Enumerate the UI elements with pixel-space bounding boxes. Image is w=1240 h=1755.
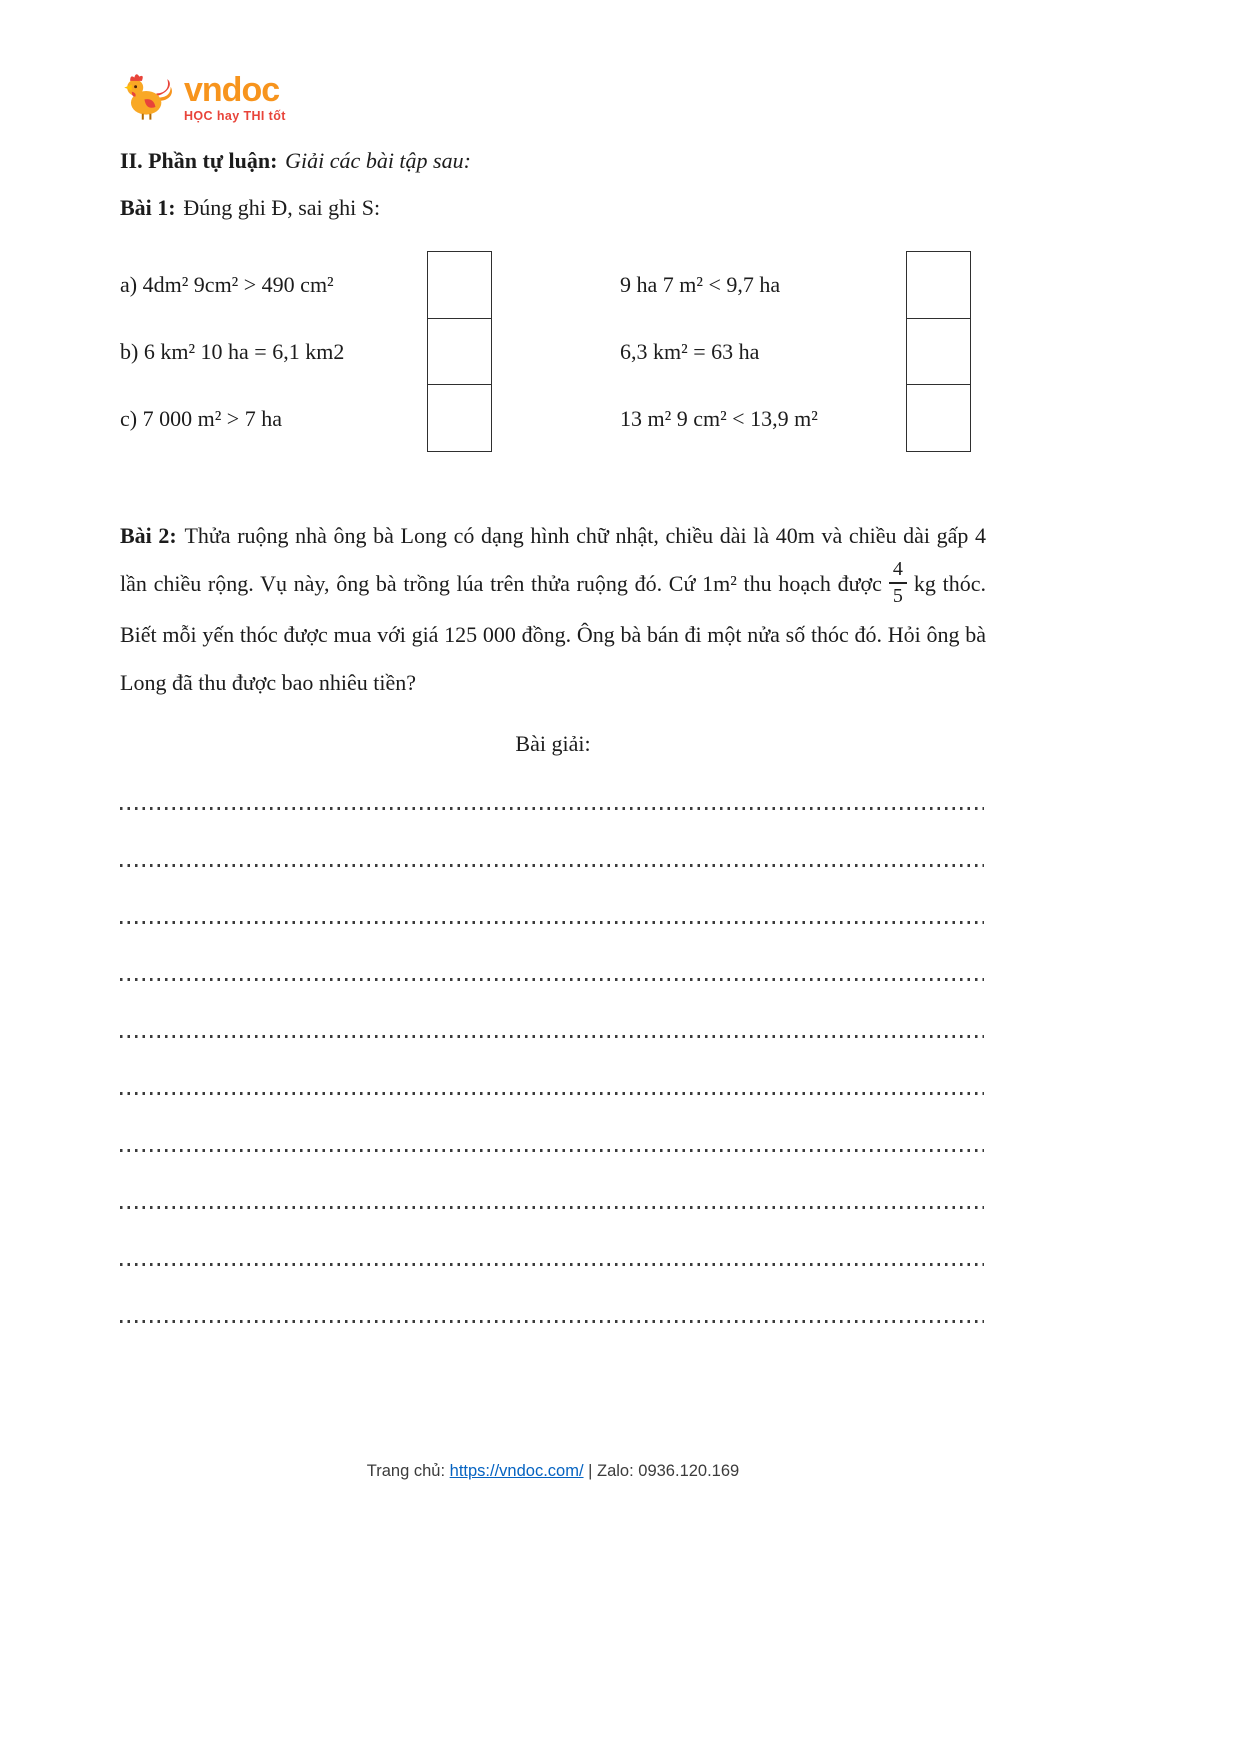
homepage-link[interactable]: https://vndoc.com/ — [449, 1462, 584, 1480]
bai1-item-right-1: 9 ha 7 m² < 9,7 ha — [620, 271, 781, 297]
footer-separator: | — [583, 1462, 598, 1480]
page-content — [120, 68, 986, 1337]
bai1-item-right-2: 6,3 km² = 63 ha — [620, 338, 760, 364]
bai1-item-b: b) 6 km² 10 ha = 6,1 km2 — [120, 338, 345, 364]
answer-box — [907, 319, 970, 386]
answer-line — [120, 995, 986, 1052]
fraction-denominator: 5 — [892, 584, 903, 607]
exercise1-heading — [120, 193, 986, 223]
answer-line — [120, 767, 986, 824]
answer-lines — [120, 767, 986, 1337]
exercise2-text — [120, 512, 986, 707]
answer-line — [120, 1280, 986, 1337]
answer-line — [120, 938, 986, 995]
bai2-text-after-fraction: kg thóc. Biết mỗi yến thóc được mua với giá 125 000 đồng. Ông bà bán đi một nửa số thóc đó. Hỏi ông bà Long đã thu được bao nhiêu tiền? — [120, 571, 986, 695]
section-heading — [120, 146, 986, 176]
section-subtitle: Giải các bài tập sau: — [285, 148, 471, 173]
rooster-icon — [120, 69, 174, 128]
answer-box — [428, 252, 491, 319]
bai2-label: Bài 2: — [120, 523, 177, 548]
page-footer — [120, 1462, 986, 1481]
exercise1-table — [120, 251, 986, 452]
logo-tagline: HỌC hay THI tốt — [184, 109, 286, 123]
answer-line — [120, 1052, 986, 1109]
answer-box-column-left — [427, 251, 492, 452]
vndoc-logo — [120, 68, 986, 128]
bai2-text-before-fraction: Thửa ruộng nhà ông bà Long có dạng hình chữ nhật, chiều dài là 40m và chiều dài gấp 4 lần chiều rộng. Vụ này, ông bà trồng lúa trên thửa ruộng đó. Cứ 1m² thu hoạch được — [120, 523, 986, 596]
answer-line — [120, 824, 986, 881]
answer-line — [120, 1223, 986, 1280]
answer-box-column-right — [906, 251, 971, 452]
answer-box — [428, 319, 491, 386]
answer-box — [907, 385, 970, 451]
answer-line — [120, 1109, 986, 1166]
answer-box — [907, 252, 970, 319]
bai1-label: Bài 1: — [120, 195, 176, 220]
bai1-item-c: c) 7 000 m² > 7 ha — [120, 405, 282, 431]
answer-line — [120, 881, 986, 938]
fraction-numerator: 4 — [889, 558, 907, 584]
footer-prefix: Trang chủ: — [366, 1462, 450, 1480]
bai1-item-a: a) 4dm² 9cm² > 490 cm² — [120, 271, 334, 297]
solution-title: Bài giải: — [515, 730, 591, 756]
answer-box — [428, 385, 491, 451]
section-title: II. Phần tự luận: — [120, 148, 278, 173]
answer-line — [120, 1166, 986, 1223]
footer-zalo: Zalo: 0936.120.169 — [597, 1462, 740, 1480]
bai1-item-right-3: 13 m² 9 cm² < 13,9 m² — [620, 405, 818, 431]
bai1-instruction: Đúng ghi Đ, sai ghi S: — [183, 195, 381, 220]
logo-brand-text: vndoc — [184, 71, 280, 109]
fraction-four-fifths — [889, 558, 907, 608]
logo-text — [184, 73, 286, 123]
